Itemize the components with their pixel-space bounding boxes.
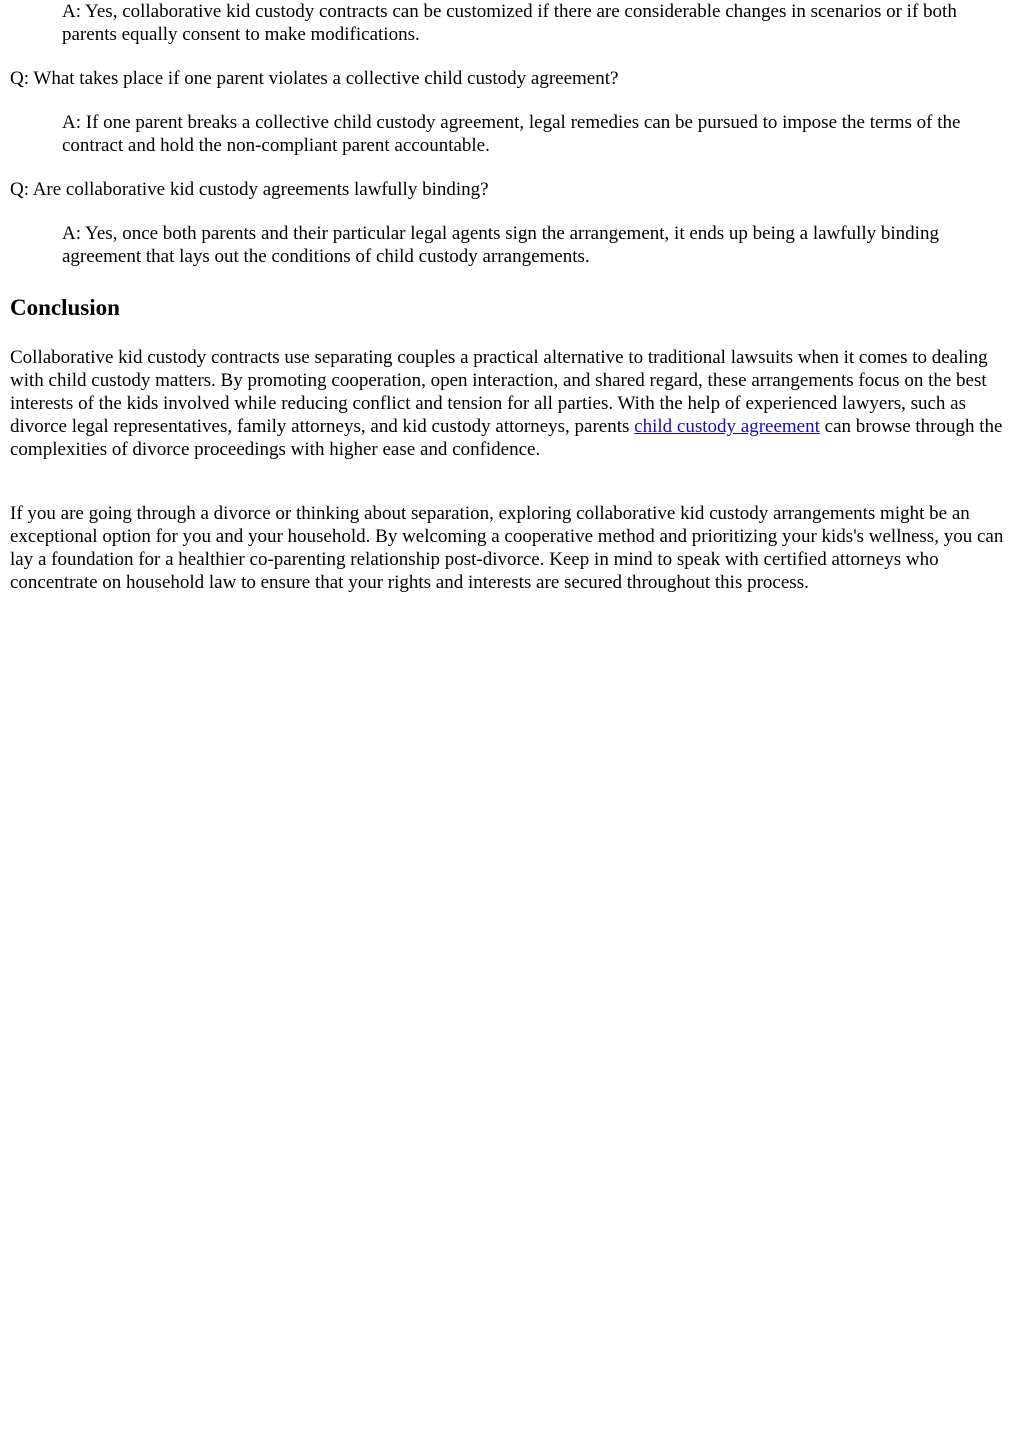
faq-question-3: Q: Are collaborative kid custody agreements lawfully binding? (10, 179, 489, 200)
faq-answer-2: A: If one parent breaks a collective child custody agreement, legal remedies can be pursued to impose the terms of the contract and hold the non-compliant parent accountable. (62, 112, 961, 156)
child-custody-agreement-link[interactable]: child custody agreement (634, 416, 820, 437)
conclusion-paragraph-1-text-end: can browse through the complexities of divorce proceedings with higher ease and confidence. (10, 416, 1003, 460)
conclusion-heading: Conclusion (10, 295, 120, 320)
conclusion-paragraph-1 (10, 346, 1012, 461)
faq-answer-3: A: Yes, once both parents and their particular legal agents sign the arrangement, it ends up being a lawfully binding agreement that lays out the conditions of child custody arrangements. (62, 223, 939, 267)
faq-answer-1: A: Yes, collaborative kid custody contracts can be customized if there are considerable changes in scenarios or if both parents equally consent to make modifications. (62, 1, 957, 45)
conclusion-paragraph-2: If you are going through a divorce or thinking about separation, exploring collaborative kid custody arrangements might be an exceptional option for you and your household. By welcoming a cooperative method and prioritizing your kids's wellness, you can lay a foundation for a healthier co-parenting relationship post-divorce. Keep in mind to speak with certified attorneys who concentrate on household law to ensure that your rights and interests are secured throughout this process. (10, 503, 1004, 593)
article-page (0, 0, 1024, 594)
faq-question-2: Q: What takes place if one parent violates a collective child custody agreement? (10, 68, 619, 89)
conclusion-paragraph-1-text-start: Collaborative kid custody contracts use separating couples a practical alternative to traditional lawsuits when it comes to dealing with child custody matters. By promoting cooperation, open interaction, and shared regard, these arrangements focus on the best interests of the kids involved while reducing conflict and tension for all parties. With the help of experienced lawyers, such as divorce legal representatives, family attorneys, and kid custody attorneys, parents (10, 347, 988, 437)
